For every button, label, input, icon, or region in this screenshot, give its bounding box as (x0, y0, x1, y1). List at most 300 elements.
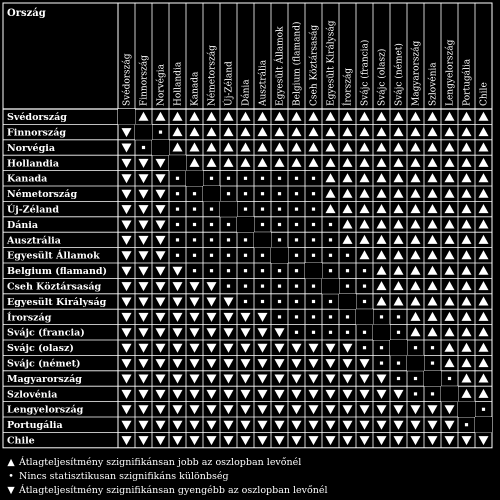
triangle-down-icon (190, 375, 200, 384)
diagonal-cell (339, 294, 356, 309)
dot-icon (142, 146, 145, 149)
legend-item-better (6, 457, 301, 469)
diagonal-cell (407, 355, 424, 370)
triangle-down-icon (156, 251, 166, 260)
triangle-up-icon (462, 235, 472, 244)
triangle-down-icon (122, 375, 132, 384)
triangle-down-icon (173, 375, 183, 384)
triangle-down-icon (207, 298, 217, 307)
dot-icon (210, 208, 213, 211)
triangle-down-icon (377, 421, 387, 430)
triangle-down-icon (241, 328, 251, 337)
triangle-up-icon (411, 204, 421, 213)
triangle-up-icon (428, 235, 438, 244)
triangle-down-icon (309, 344, 319, 353)
triangle-down-icon (122, 267, 132, 276)
dot-icon (414, 346, 417, 349)
triangle-down-icon (173, 359, 183, 368)
legend-text-better: Átlagteljesítmény szignifikánsan jobb az oszlopban levőnél (19, 457, 302, 468)
dot-icon (227, 269, 230, 272)
triangle-down-icon (207, 436, 217, 445)
triangle-up-icon (394, 297, 404, 306)
triangle-down-icon (360, 421, 370, 430)
triangle-down-icon (292, 344, 302, 353)
triangle-up-icon (343, 143, 353, 152)
triangle-up-icon (411, 127, 421, 136)
triangle-down-icon (156, 236, 166, 245)
triangle-down-icon (224, 359, 234, 368)
triangle-down-icon (156, 375, 166, 384)
triangle-down-icon (122, 128, 132, 137)
diagonal-cell (186, 171, 203, 186)
column-header: Dánia (241, 79, 252, 106)
triangle-down-icon (377, 375, 387, 384)
column-header: Svájc (német) (394, 43, 405, 106)
triangle-down-icon (411, 405, 421, 414)
triangle-up-icon (479, 374, 489, 383)
triangle-up-icon: ▲ (7, 457, 15, 468)
dot-icon (295, 254, 298, 257)
triangle-down-icon (190, 313, 200, 322)
corner-label: Ország (7, 8, 46, 19)
triangle-up-icon (462, 297, 472, 306)
dot-icon (295, 315, 298, 318)
triangle-up-icon (462, 143, 472, 152)
triangle-down-icon (360, 390, 370, 399)
triangle-up-icon (190, 112, 200, 121)
dot-icon (295, 208, 298, 211)
triangle-down-icon (156, 405, 166, 414)
triangle-down-icon (224, 405, 234, 414)
triangle-down-icon (207, 375, 217, 384)
triangle-up-icon (411, 281, 421, 290)
triangle-up-icon (360, 250, 370, 259)
triangle-down-icon (241, 344, 251, 353)
triangle-down-icon (360, 359, 370, 368)
triangle-up-icon (394, 204, 404, 213)
dot-icon (329, 315, 332, 318)
triangle-up-icon (479, 173, 489, 182)
triangle-up-icon (275, 143, 285, 152)
dot-icon (227, 238, 230, 241)
dot-icon (312, 315, 315, 318)
triangle-down-icon (156, 436, 166, 445)
triangle-down-icon (207, 328, 217, 337)
triangle-up-icon (326, 127, 336, 136)
dot-icon (278, 177, 281, 180)
row-label: Dánia (7, 219, 39, 231)
triangle-up-icon (462, 173, 472, 182)
triangle-up-icon (343, 220, 353, 229)
triangle-up-icon (343, 112, 353, 121)
triangle-up-icon (445, 312, 455, 321)
dot-icon (244, 285, 247, 288)
dot-icon (295, 223, 298, 226)
dot-icon (261, 192, 264, 195)
triangle-up-icon (462, 327, 472, 336)
triangle-down-icon (292, 421, 302, 430)
triangle-up-icon (411, 235, 421, 244)
dot-icon (261, 285, 264, 288)
triangle-up-icon (241, 143, 251, 152)
triangle-down-icon (173, 282, 183, 291)
column-header: Hollandia (173, 61, 184, 106)
triangle-down-icon (258, 328, 268, 337)
dot-icon (346, 315, 349, 318)
triangle-down-icon (241, 313, 251, 322)
triangle-up-icon (394, 158, 404, 167)
diagonal-cell (203, 186, 220, 201)
diagonal-cell (169, 155, 186, 170)
dot-icon (363, 285, 366, 288)
triangle-up-icon (411, 266, 421, 275)
dot-icon (176, 177, 179, 180)
dot-icon (465, 423, 468, 426)
triangle-up-icon (139, 112, 149, 121)
dot-icon (278, 315, 281, 318)
triangle-down-icon (411, 421, 421, 430)
dot-icon (210, 238, 213, 241)
row-label: Svédország (7, 112, 67, 124)
triangle-down-icon (156, 205, 166, 214)
triangle-down-icon (190, 282, 200, 291)
triangle-up-icon (428, 158, 438, 167)
triangle-up-icon (428, 204, 438, 213)
dot-icon (227, 223, 230, 226)
triangle-down-icon (445, 421, 455, 430)
triangle-down-icon (326, 390, 336, 399)
triangle-up-icon (173, 112, 183, 121)
triangle-down-icon (275, 421, 285, 430)
triangle-up-icon (479, 143, 489, 152)
triangle-down-icon (360, 405, 370, 414)
triangle-down-icon (292, 436, 302, 445)
triangle-up-icon (343, 235, 353, 244)
diagonal-cell (237, 217, 254, 232)
triangle-up-icon (377, 158, 387, 167)
dot-icon (295, 238, 298, 241)
triangle-down-icon (173, 328, 183, 337)
triangle-up-icon (326, 189, 336, 198)
triangle-up-icon (462, 358, 472, 367)
row-label: Chile (7, 435, 35, 447)
triangle-down-icon (122, 282, 132, 291)
triangle-up-icon (411, 112, 421, 121)
dot-icon (312, 254, 315, 257)
triangle-down-icon (377, 436, 387, 445)
column-header: Belgium (flamand) (292, 21, 303, 106)
triangle-up-icon (411, 327, 421, 336)
triangle-up-icon (479, 281, 489, 290)
triangle-down-icon (190, 436, 200, 445)
dot-icon (159, 131, 162, 134)
triangle-up-icon (445, 143, 455, 152)
triangle-up-icon (377, 235, 387, 244)
triangle-up-icon (428, 327, 438, 336)
triangle-down-icon (377, 405, 387, 414)
triangle-up-icon (309, 127, 319, 136)
dot-icon (210, 223, 213, 226)
triangle-up-icon (377, 143, 387, 152)
triangle-up-icon (360, 143, 370, 152)
row-label: Ausztrália (7, 235, 61, 247)
triangle-down-icon (224, 390, 234, 399)
triangle-down-icon (190, 344, 200, 353)
triangle-up-icon (360, 173, 370, 182)
triangle-up-icon (275, 127, 285, 136)
triangle-down-icon (156, 298, 166, 307)
dot-icon (244, 254, 247, 257)
dot-icon (363, 331, 366, 334)
triangle-down-icon (309, 405, 319, 414)
diagonal-cell (254, 232, 271, 247)
dot-icon (380, 362, 383, 365)
dot-icon (312, 285, 315, 288)
triangle-down-icon (309, 375, 319, 384)
triangle-down-icon (156, 313, 166, 322)
triangle-up-icon (428, 143, 438, 152)
triangle-down-icon (139, 267, 149, 276)
triangle-up-icon (326, 158, 336, 167)
row-label: Kanada (7, 173, 48, 185)
triangle-down-icon (207, 390, 217, 399)
triangle-up-icon (479, 266, 489, 275)
triangle-down-icon (479, 436, 489, 445)
dot-icon (346, 269, 349, 272)
triangle-up-icon (462, 204, 472, 213)
diagonal-cell (441, 386, 458, 401)
triangle-up-icon (479, 204, 489, 213)
dot-icon (278, 208, 281, 211)
triangle-down-icon (326, 405, 336, 414)
triangle-down-icon (275, 436, 285, 445)
row-label: Hollandia (7, 158, 59, 170)
triangle-down-icon (122, 436, 132, 445)
triangle-down-icon (139, 313, 149, 322)
triangle-down-icon (462, 436, 472, 445)
dot-icon (278, 300, 281, 303)
row-label: Új-Zéland (7, 204, 59, 216)
triangle-up-icon (309, 143, 319, 152)
triangle-up-icon (462, 389, 472, 398)
dot-icon (329, 223, 332, 226)
triangle-down-icon (122, 421, 132, 430)
triangle-down-icon (326, 436, 336, 445)
triangle-down-icon (122, 190, 132, 199)
triangle-down-icon (411, 436, 421, 445)
triangle-down-icon (224, 421, 234, 430)
triangle-down-icon (207, 313, 217, 322)
triangle-down-icon (139, 390, 149, 399)
diagonal-cell (271, 248, 288, 263)
triangle-up-icon (462, 250, 472, 259)
triangle-up-icon (377, 250, 387, 259)
triangle-down-icon (258, 421, 268, 430)
triangle-up-icon (173, 143, 183, 152)
triangle-down-icon (122, 205, 132, 214)
dot-icon (193, 223, 196, 226)
triangle-down-icon (156, 159, 166, 168)
dot-icon (363, 269, 366, 272)
triangle-up-icon (343, 189, 353, 198)
dot-icon (244, 300, 247, 303)
triangle-down-icon (173, 298, 183, 307)
triangle-up-icon (462, 189, 472, 198)
triangle-up-icon (394, 235, 404, 244)
row-label: Egyesült Államok (7, 250, 100, 262)
triangle-up-icon (207, 112, 217, 121)
triangle-up-icon (411, 158, 421, 167)
dot-icon (380, 315, 383, 318)
diagonal-cell (322, 278, 339, 293)
triangle-up-icon (445, 327, 455, 336)
triangle-down-icon (122, 251, 132, 260)
triangle-down-icon (139, 375, 149, 384)
dot-icon (346, 285, 349, 288)
triangle-down-icon (241, 375, 251, 384)
triangle-down-icon (122, 236, 132, 245)
triangle-up-icon (428, 220, 438, 229)
triangle-down-icon (292, 390, 302, 399)
triangle-up-icon (479, 158, 489, 167)
column-header: Egyesült Királyság (326, 20, 337, 106)
triangle-up-icon (258, 143, 268, 152)
triangle-down-icon (241, 421, 251, 430)
triangle-up-icon (241, 127, 251, 136)
triangle-up-icon (377, 297, 387, 306)
dot-icon (346, 254, 349, 257)
triangle-down-icon (156, 190, 166, 199)
dot-icon (295, 269, 298, 272)
triangle-down-icon (343, 359, 353, 368)
dot-icon (295, 177, 298, 180)
triangle-down-icon (241, 359, 251, 368)
row-label: Belgium (flamand) (7, 266, 108, 278)
triangle-down-icon (275, 390, 285, 399)
column-header: Norvégia (156, 63, 167, 106)
dot-icon (261, 223, 264, 226)
triangle-down-icon (122, 144, 132, 153)
column-header: Svájc (olasz) (377, 48, 388, 106)
triangle-up-icon (479, 235, 489, 244)
row-label: Finnország (7, 127, 67, 139)
dot-icon (397, 377, 400, 380)
dot-icon (193, 254, 196, 257)
dot-icon (312, 223, 315, 226)
triangle-up-icon (360, 127, 370, 136)
triangle-down-icon (275, 359, 285, 368)
dot-icon (329, 300, 332, 303)
triangle-up-icon (360, 112, 370, 121)
dot-icon (397, 362, 400, 365)
triangle-down-icon (275, 375, 285, 384)
triangle-down-icon (258, 390, 268, 399)
triangle-down-icon (428, 421, 438, 430)
triangle-down-icon (156, 174, 166, 183)
triangle-up-icon (275, 158, 285, 167)
triangle-up-icon (428, 266, 438, 275)
dot-icon (176, 238, 179, 241)
dot-icon (312, 238, 315, 241)
triangle-up-icon (343, 204, 353, 213)
triangle-up-icon (445, 297, 455, 306)
triangle-up-icon (445, 204, 455, 213)
triangle-up-icon (479, 112, 489, 121)
triangle-up-icon (377, 112, 387, 121)
dot-icon (176, 254, 179, 257)
triangle-down-icon (394, 421, 404, 430)
dot-icon (295, 285, 298, 288)
triangle-down-icon (343, 421, 353, 430)
triangle-down-icon (156, 328, 166, 337)
triangle-down-icon (139, 344, 149, 353)
dot-icon (193, 208, 196, 211)
triangle-down-icon (139, 159, 149, 168)
row-label: Szlovénia (7, 389, 58, 401)
triangle-down-icon (156, 282, 166, 291)
triangle-down-icon (173, 267, 183, 276)
triangle-down-icon (360, 375, 370, 384)
triangle-down-icon (207, 421, 217, 430)
triangle-down-icon (139, 221, 149, 230)
triangle-up-icon (224, 158, 234, 167)
triangle-up-icon (326, 204, 336, 213)
triangle-up-icon (377, 220, 387, 229)
dot-icon (312, 177, 315, 180)
triangle-up-icon (394, 173, 404, 182)
triangle-down-icon (156, 267, 166, 276)
triangle-up-icon (479, 327, 489, 336)
dot-icon (329, 254, 332, 257)
row-label: Lengyelország (7, 404, 84, 416)
triangle-up-icon (445, 281, 455, 290)
triangle-up-icon (394, 112, 404, 121)
triangle-up-icon (445, 343, 455, 352)
row-label: Írország (7, 312, 52, 324)
triangle-up-icon (343, 158, 353, 167)
diagonal-cell (475, 417, 492, 432)
triangle-up-icon (360, 158, 370, 167)
column-header: Lengyelország (445, 39, 456, 106)
triangle-down-icon (258, 359, 268, 368)
triangle-down-icon (394, 405, 404, 414)
triangle-up-icon (377, 189, 387, 198)
triangle-up-icon (207, 127, 217, 136)
triangle-up-icon (292, 127, 302, 136)
dot-icon (397, 315, 400, 318)
dot-icon (261, 177, 264, 180)
dot-icon (431, 346, 434, 349)
dot-icon (431, 392, 434, 395)
triangle-up-icon (428, 173, 438, 182)
triangle-up-icon (309, 112, 319, 121)
dot-icon (448, 377, 451, 380)
triangle-up-icon (343, 127, 353, 136)
row-label: Portugália (7, 420, 63, 432)
triangle-down-icon (326, 421, 336, 430)
triangle-down-icon (207, 282, 217, 291)
dot-icon (244, 192, 247, 195)
triangle-down-icon (445, 405, 455, 414)
column-header: Cseh Köztársaság (309, 24, 320, 106)
row-label: Svájc (olasz) (7, 343, 74, 355)
triangle-down-icon (377, 390, 387, 399)
triangle-up-icon (445, 266, 455, 275)
dot-icon (278, 285, 281, 288)
dot-icon (278, 192, 281, 195)
triangle-up-icon (292, 112, 302, 121)
triangle-up-icon (479, 312, 489, 321)
